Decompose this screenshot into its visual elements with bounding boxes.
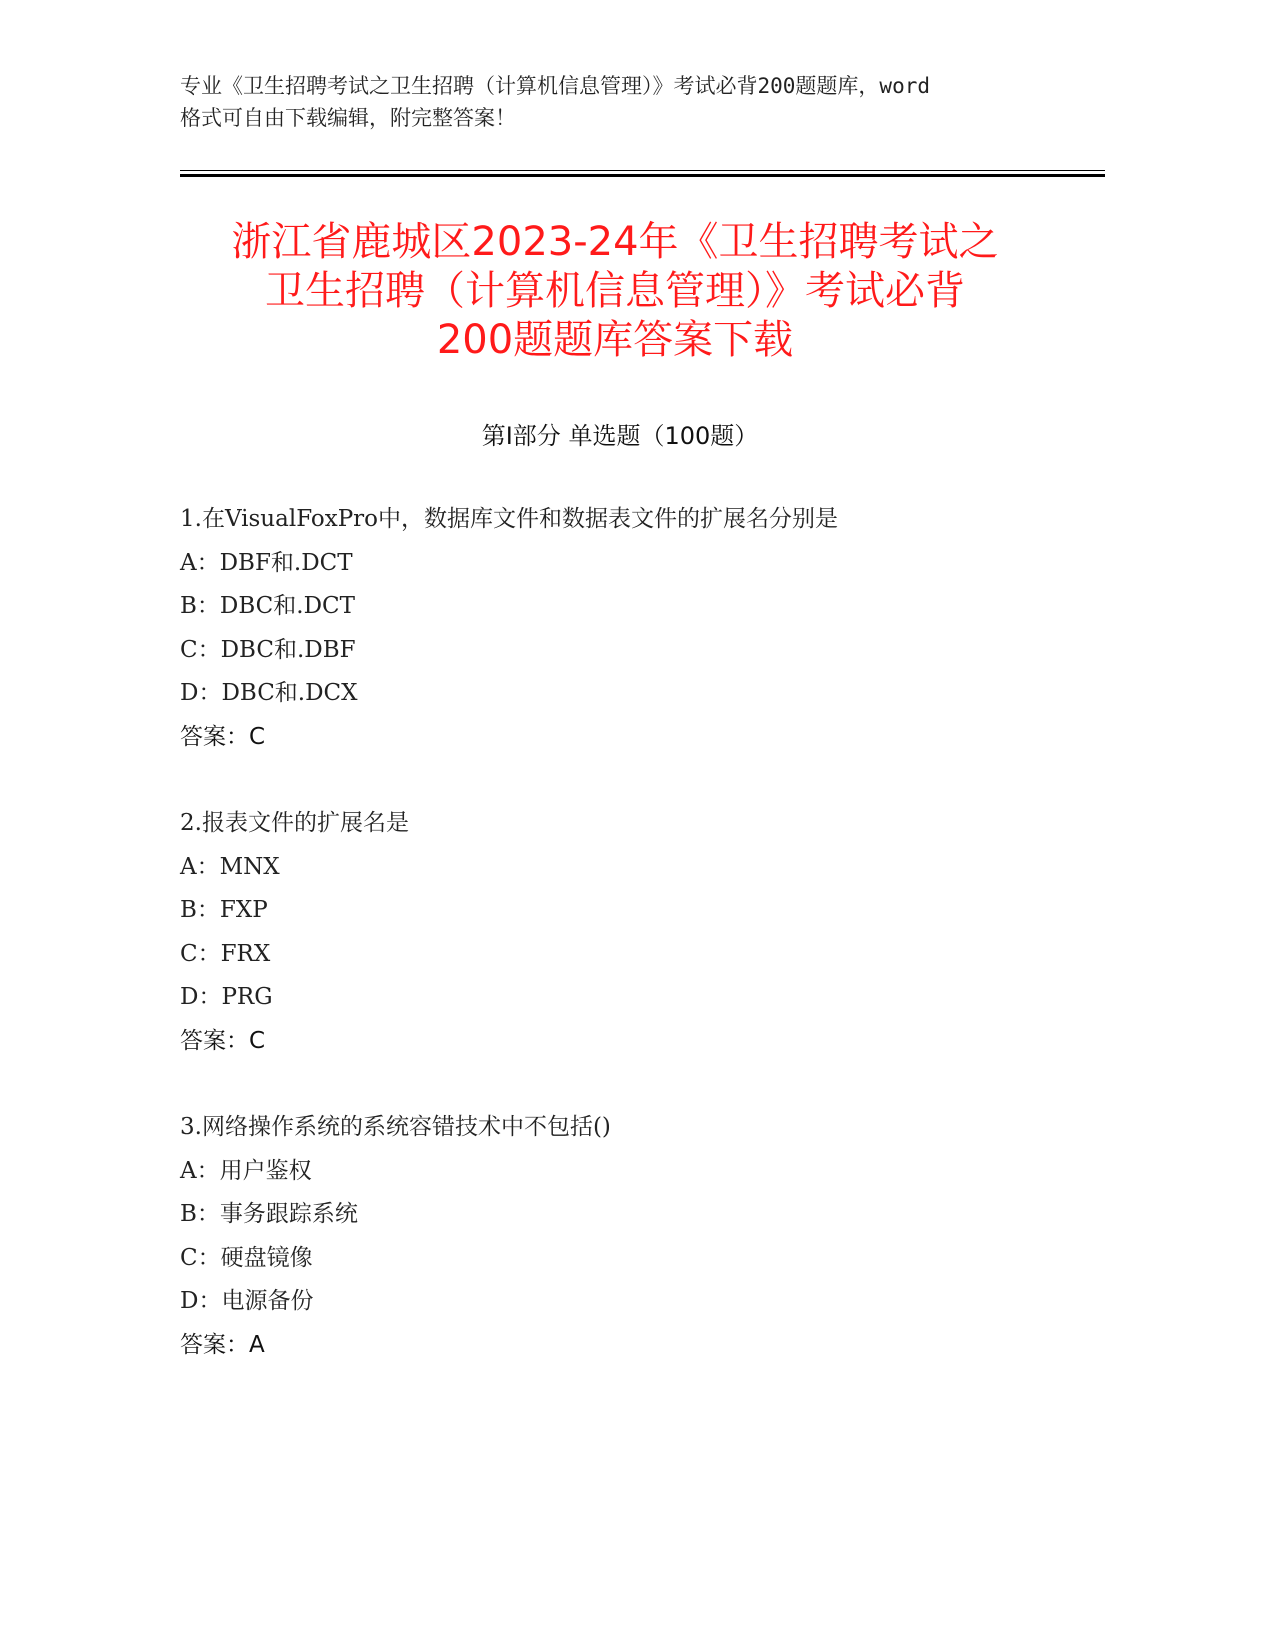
- option-b: B：事务跟踪系统: [180, 1201, 358, 1227]
- question-stem: 3.网络操作系统的系统容错技术中不包括(): [180, 1114, 611, 1140]
- option-d: D：PRG: [180, 984, 273, 1010]
- option-a: A：用户鉴权: [180, 1157, 312, 1184]
- question-stem: 2.报表文件的扩展名是: [180, 810, 409, 836]
- option-c: C：硬盘镜像: [180, 1244, 313, 1271]
- section-heading: 第Ⅰ部分 单选题（100题）: [481, 422, 759, 450]
- header-divider-thick: [180, 174, 1105, 177]
- question-stem: 1.在VisualFoxPro中，数据库文件和数据表文件的扩展名分别是: [180, 506, 839, 532]
- header-note-line-1: 专业《卫生招聘考试之卫生招聘（计算机信息管理）》考试必背200题题库，word: [180, 74, 930, 98]
- question-3: [180, 1113, 1080, 1374]
- document-title: [150, 218, 1080, 365]
- option-d: D：DBC和.DCX: [180, 680, 358, 706]
- answer-line: 答案：C: [180, 723, 266, 750]
- title-line-1: 浙江省鹿城区2023-24年《卫生招聘考试之: [231, 219, 999, 265]
- title-line-2: 卫生招聘（计算机信息管理）》考试必背: [265, 268, 965, 314]
- answer-line: 答案：C: [180, 1027, 266, 1054]
- option-a: A：DBF和.DCT: [180, 549, 353, 576]
- question-1: [180, 505, 1080, 766]
- option-d: D：电源备份: [180, 1288, 314, 1314]
- document-header-note: [180, 70, 1060, 134]
- option-c: C：DBC和.DBF: [180, 636, 356, 663]
- question-list: [180, 505, 1080, 1417]
- title-line-3: 200题题库答案下载: [436, 317, 794, 363]
- option-c: C：FRX: [180, 940, 271, 967]
- header-note-line-2: 格式可自由下载编辑，附完整答案！: [180, 106, 516, 130]
- question-2: [180, 809, 1080, 1070]
- option-b: B：DBC和.DCT: [180, 593, 355, 619]
- answer-line: 答案：A: [180, 1331, 265, 1358]
- option-a: A：MNX: [180, 853, 280, 880]
- option-b: B：FXP: [180, 897, 268, 923]
- header-divider-thin: [180, 170, 1105, 171]
